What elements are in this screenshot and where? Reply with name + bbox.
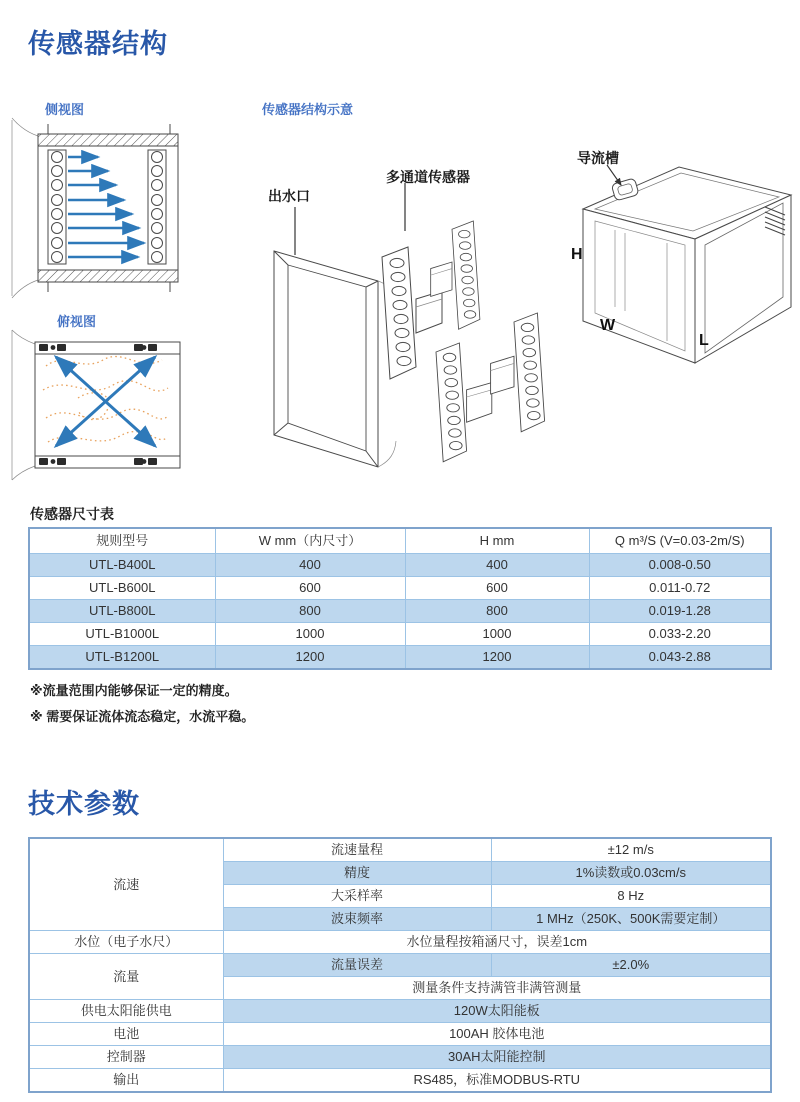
cell-model: UTL-B400L [29, 554, 215, 577]
table-row [29, 577, 771, 600]
cell-h: 1200 [405, 646, 589, 670]
outlet-panel [274, 251, 396, 467]
table-row [29, 554, 771, 577]
val-flow-condition: 测量条件支持满管非满管测量 [223, 977, 771, 1000]
side-view-diagram [8, 116, 188, 306]
section-title-sensor-structure: 传感器结构 [28, 29, 168, 59]
outlet-label: 出水口 [268, 188, 310, 204]
cell-model: UTL-B1200L [29, 646, 215, 670]
table-row [29, 1069, 771, 1093]
val-controller: 30AH太阳能控制 [223, 1046, 771, 1069]
val-beam-freq: 1 MHz（250K、500K需要定制） [491, 908, 771, 931]
header-model: 规则型号 [29, 528, 215, 554]
cell-h: 1000 [405, 623, 589, 646]
table-row [29, 838, 771, 862]
header-h: H mm [405, 528, 589, 554]
top-view-label: 俯视图 [57, 314, 97, 329]
cell-w: 800 [215, 600, 405, 623]
sensor-dimension-table [28, 527, 772, 670]
header-q: Q m³/S (V=0.03-2m/S) [589, 528, 771, 554]
table-row [29, 1000, 771, 1023]
param-speed-range: 流速量程 [223, 838, 491, 862]
dimension-table-caption: 传感器尺寸表 [30, 506, 114, 522]
cell-w: 600 [215, 577, 405, 600]
cell-q: 0.043-2.88 [589, 646, 771, 670]
header-w: W mm（内尺寸） [215, 528, 405, 554]
cat-flow: 流量 [29, 954, 223, 1000]
tech-params-table [28, 837, 772, 1093]
cell-q: 0.019-1.28 [589, 600, 771, 623]
val-water-level: 水位量程按箱涵尺寸，误差1cm [223, 931, 771, 954]
section-title-tech-params: 技术参数 [28, 789, 140, 819]
val-flow-error: ±2.0% [491, 954, 771, 977]
cat-power: 供电太阳能供电 [29, 1000, 223, 1023]
sensor-strip-3 [436, 343, 492, 462]
note-accuracy: ※流量范围内能够保证一定的精度。 [30, 683, 238, 698]
cat-controller: 控制器 [29, 1046, 223, 1069]
cell-h: 600 [405, 577, 589, 600]
cell-w: 1200 [215, 646, 405, 670]
cat-output: 输出 [29, 1069, 223, 1093]
top-view-diagram [8, 328, 193, 483]
val-accuracy: 1%读数或0.03cm/s [491, 862, 771, 885]
cell-w: 400 [215, 554, 405, 577]
sensor-strip-4 [491, 313, 545, 432]
cat-water-level: 水位（电子水尺） [29, 931, 223, 954]
dimension-w-label: W [600, 317, 616, 334]
param-sampling: 大采样率 [223, 885, 491, 908]
guide-channel-label: 导流槽 [577, 150, 619, 166]
schematic-label: 传感器结构示意 [262, 102, 354, 117]
cell-q: 0.033-2.20 [589, 623, 771, 646]
table-row [29, 646, 771, 670]
val-output: RS485，标准MODBUS-RTU [223, 1069, 771, 1093]
multichannel-sensor-label: 多通道传感器 [386, 169, 470, 185]
table-row [29, 1046, 771, 1069]
cell-model: UTL-B1000L [29, 623, 215, 646]
cell-w: 1000 [215, 623, 405, 646]
side-view-label: 侧视图 [45, 102, 85, 117]
val-power: 120W太阳能板 [223, 1000, 771, 1023]
cat-battery: 电池 [29, 1023, 223, 1046]
dimension-h-label: H [571, 246, 583, 263]
flow-profile-arrows [68, 157, 144, 257]
cell-q: 0.011-0.72 [589, 577, 771, 600]
table-row [29, 623, 771, 646]
val-sampling: 8 Hz [491, 885, 771, 908]
dimension-l-label: L [699, 332, 709, 349]
dimension-table-header-row [29, 528, 771, 554]
table-row [29, 954, 771, 977]
table-row [29, 600, 771, 623]
guide-channel-box-diagram [555, 135, 800, 375]
cat-flow-speed: 流速 [29, 838, 223, 931]
cell-model: UTL-B600L [29, 577, 215, 600]
cell-model: UTL-B800L [29, 600, 215, 623]
table-row [29, 931, 771, 954]
cell-q: 0.008-0.50 [589, 554, 771, 577]
param-flow-error: 流量误差 [223, 954, 491, 977]
cell-h: 400 [405, 554, 589, 577]
param-beam-freq: 波束频率 [223, 908, 491, 931]
val-battery: 100AH 胶体电池 [223, 1023, 771, 1046]
val-speed-range: ±12 m/s [491, 838, 771, 862]
sensor-strip-1 [382, 247, 442, 379]
cell-h: 800 [405, 600, 589, 623]
param-accuracy: 精度 [223, 862, 491, 885]
table-row [29, 1023, 771, 1046]
note-stable-flow: ※ 需要保证流体流态稳定，水流平稳。 [30, 709, 255, 724]
